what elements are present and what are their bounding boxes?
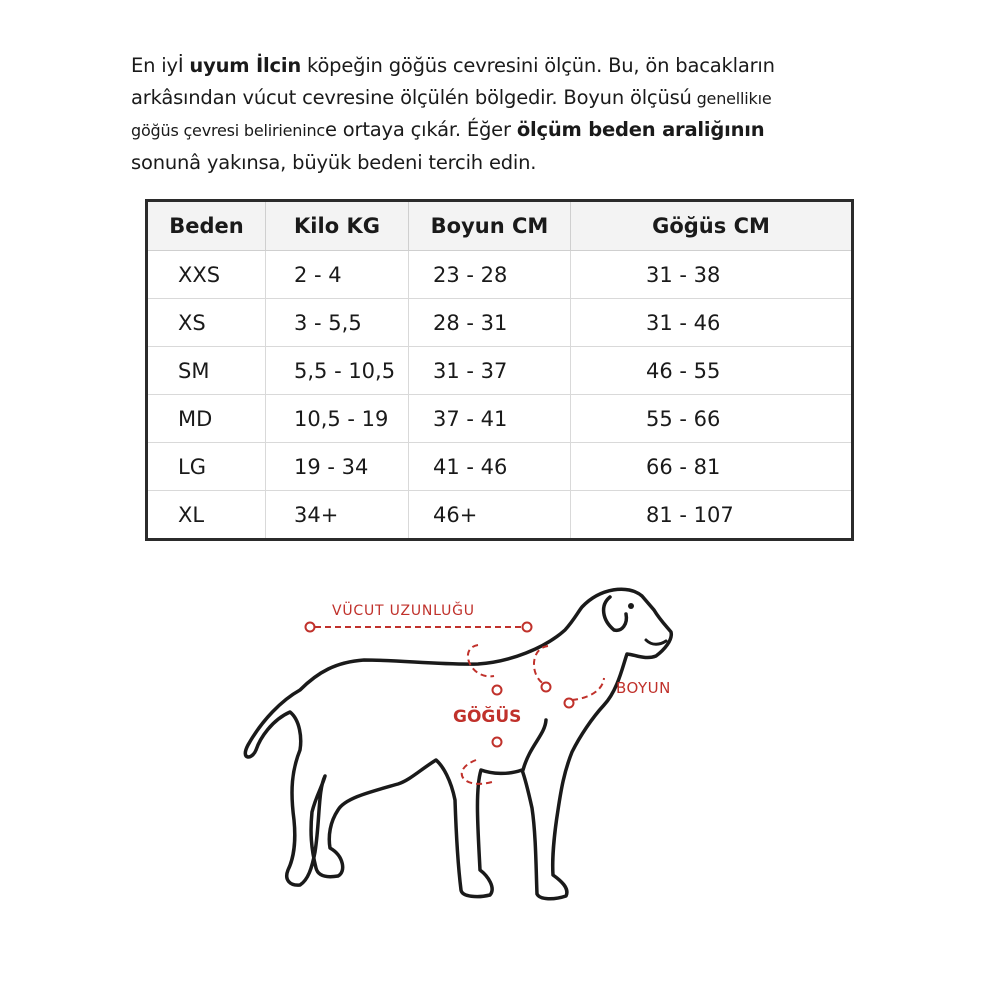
intro-line-1 (131, 50, 871, 82)
table-row (147, 299, 853, 347)
table-row (147, 251, 853, 299)
intro-line-2 (131, 82, 871, 115)
intro-text: köpeğin göğüs cevresini ölçün. Bu, ön bacakların (301, 54, 775, 77)
neck-cell: 37 - 41 (409, 395, 571, 443)
intro-bold-text: ölçüm beden araliğının (516, 118, 765, 141)
dog-front-leg-inner (523, 720, 546, 770)
weight-cell: 34+ (266, 491, 409, 540)
neck-label: BOYUN (616, 679, 671, 697)
weight-cell: 5,5 - 10,5 (266, 347, 409, 395)
neck-indicator (534, 646, 604, 708)
chest-cell: 31 - 38 (571, 251, 853, 299)
chest-cell: 55 - 66 (571, 395, 853, 443)
weight-cell: 19 - 34 (266, 443, 409, 491)
neck-cell: 31 - 37 (409, 347, 571, 395)
table-header-row (147, 201, 853, 251)
body-length-label: VÜCUT UZUNLUĞU (332, 603, 475, 619)
chest-cell: 31 - 46 (571, 299, 853, 347)
intro-text: arkâsından vúcut cevresine ölçülén bölgedir. Boyun ölçüsú (131, 85, 692, 109)
size-cell: XL (147, 491, 266, 540)
neck-cell: 46+ (409, 491, 571, 540)
size-cell: MD (147, 395, 266, 443)
intro-text: e ortaya çıkár. Éğer (325, 118, 517, 141)
size-cell: LG (147, 443, 266, 491)
intro-text: sonunâ yakınsa, büyük bedeni tercih edin. (131, 150, 537, 174)
weight-cell: 10,5 - 19 (266, 395, 409, 443)
chest-cell: 66 - 81 (571, 443, 853, 491)
intro-bold-text: uyum İlcin (189, 54, 302, 77)
chest-cell: 46 - 55 (571, 347, 853, 395)
column-header-neck: Boyun CM (409, 201, 571, 251)
intro-small-text: göğüs çevresi belirieninc (131, 121, 325, 140)
size-cell: XS (147, 299, 266, 347)
intro-line-4 (131, 147, 871, 179)
table-row (147, 347, 853, 395)
weight-cell: 2 - 4 (266, 251, 409, 299)
weight-cell: 3 - 5,5 (266, 299, 409, 347)
chest-cell: 81 - 107 (646, 502, 734, 527)
dog-eye (628, 603, 634, 609)
intro-small-text: genellikıe (691, 88, 772, 108)
size-guide-intro (131, 50, 871, 178)
size-cell: SM (147, 347, 266, 395)
intro-line-3 (131, 114, 871, 147)
neck-cell: 28 - 31 (409, 299, 571, 347)
table-row (147, 395, 853, 443)
column-header-size: Beden (147, 201, 266, 251)
table-row (147, 491, 853, 540)
neck-cell: 41 - 46 (409, 443, 571, 491)
size-cell: XXS (147, 251, 266, 299)
dog-measurement-diagram (0, 560, 1000, 1000)
column-header-chest: Göğüs CM (571, 201, 853, 251)
table-row (147, 443, 853, 491)
intro-text: En iyİ (131, 54, 190, 77)
dog-outline (245, 589, 671, 899)
chest-label: GÖĞÜS (453, 707, 522, 727)
column-header-weight: Kilo KG (266, 201, 409, 251)
body-length-indicator (306, 623, 532, 632)
dog-jaw-line (646, 640, 666, 644)
neck-cell: 23 - 28 (409, 251, 571, 299)
dog-ear (604, 597, 627, 630)
size-table (145, 199, 854, 541)
